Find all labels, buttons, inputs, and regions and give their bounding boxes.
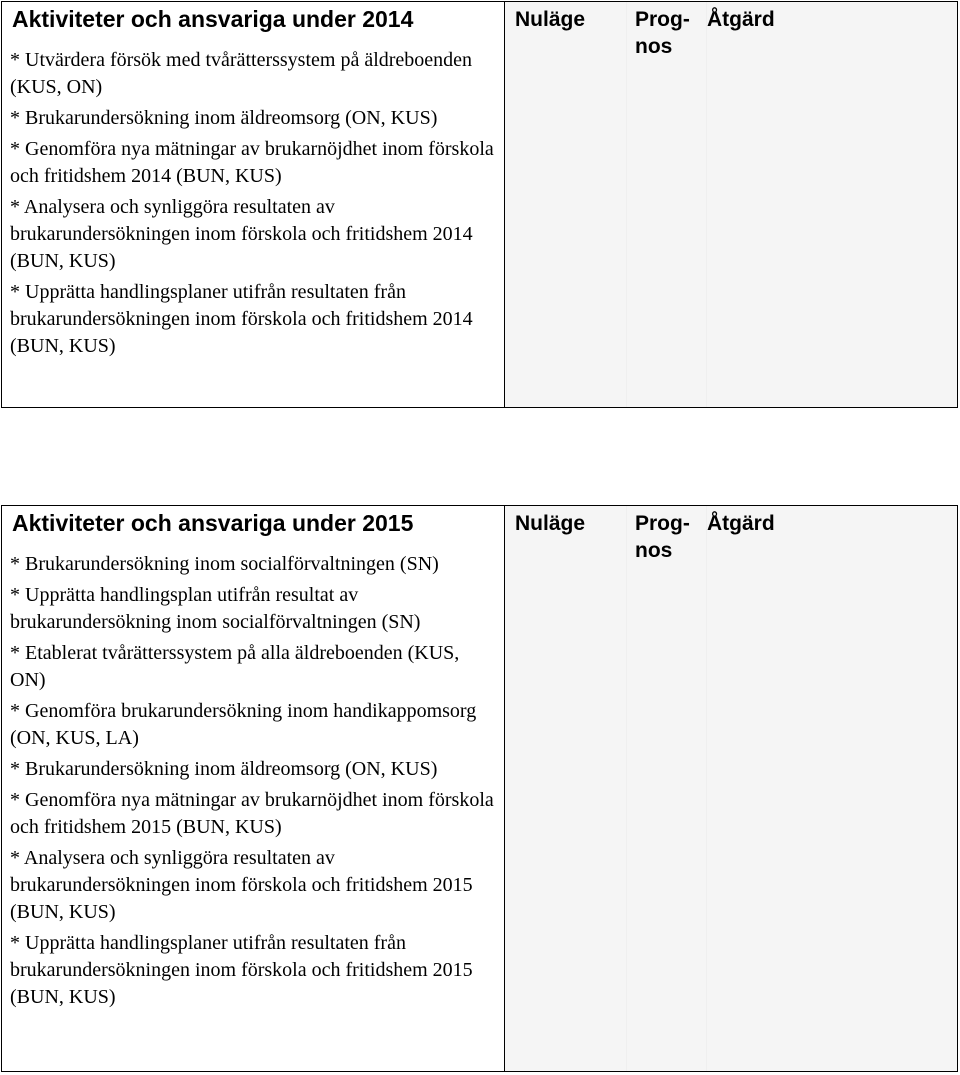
list-item: * Genomföra brukarundersökning inom handikappomsorg (ON, KUS, LA) [10,700,477,749]
activities-column [2,506,505,1071]
activities-table-2015 [1,505,958,1072]
list-item: * Genomföra nya mätningar av brukarnöjdhet inom förskola och fritidshem 2015 (BUN, KUS) [10,789,494,838]
column-header-nulage: Nuläge [505,2,627,407]
column-header-prognos-line1: Prog- [635,512,690,535]
column-header-prognos [627,506,707,1071]
list-item: * Upprätta handlingsplaner utifrån resultaten från brukarundersökningen inom förskola och fritidshem 2014 (BUN, KUS) [10,281,473,357]
column-header-prognos-line2: nos [635,35,673,58]
list-item: * Etablerat tvårätterssystem på alla äldreboenden (KUS, ON) [10,642,460,691]
column-header-atgard: Åtgärd [707,506,957,1071]
list-item: * Upprätta handlingsplan utifrån resultat av brukarundersökning inom socialförvaltningen (SN) [10,584,421,633]
column-header-atgard: Åtgärd [707,2,957,407]
list-item: * Analysera och synliggöra resultaten av brukarundersökningen inom förskola och fritidshem 2015 (BUN, KUS) [10,847,473,923]
column-header-prognos-line2: nos [635,539,673,562]
table-heading: Aktiviteter och ansvariga under 2014 [12,6,414,32]
list-item: * Brukarundersökning inom äldreomsorg (ON, KUS) [10,107,438,129]
column-header-nulage: Nuläge [505,506,627,1071]
list-item: * Brukarundersökning inom socialförvaltningen (SN) [10,553,439,575]
column-header-prognos-line1: Prog- [635,8,690,31]
activity-list [2,47,504,360]
list-item: * Analysera och synliggöra resultaten av brukarundersökningen inom förskola och fritidshem 2014 (BUN, KUS) [10,196,473,272]
list-item: * Brukarundersökning inom äldreomsorg (ON, KUS) [10,758,438,780]
list-item: * Genomföra nya mätningar av brukarnöjdhet inom förskola och fritidshem 2014 (BUN, KUS) [10,138,494,187]
list-item: * Upprätta handlingsplaner utifrån resultaten från brukarundersökningen inom förskola och fritidshem 2015 (BUN, KUS) [10,932,473,1008]
activities-column [2,2,505,407]
activities-table-2014 [1,1,958,408]
list-item: * Utvärdera försök med tvårätterssystem på äldreboenden (KUS, ON) [10,49,473,98]
activity-list [2,551,504,1011]
table-heading: Aktiviteter och ansvariga under 2015 [12,510,414,536]
column-header-prognos [627,2,707,407]
